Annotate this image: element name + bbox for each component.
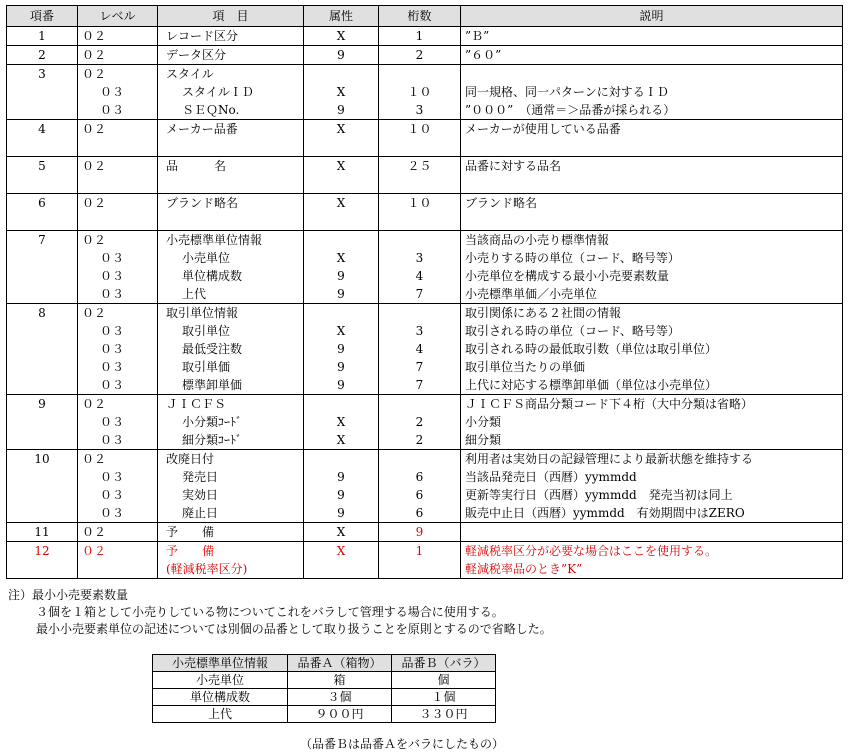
spec-cell-digits	[379, 65, 461, 120]
spec-cell-digits	[379, 542, 461, 579]
spec-level-text: ０２	[82, 122, 107, 136]
spec-desc-text: 販売中止日（西暦）yymmdd 有効期間中はZERO	[465, 506, 745, 520]
spec-header-row	[7, 6, 843, 27]
spec-row	[7, 542, 843, 579]
spec-desc-text: ”０００” （通常＝＞品番が採られる）	[465, 103, 676, 117]
spec-desc-text: 小売りする時の単位（コード、略号等）	[465, 251, 680, 265]
spec-level-text: ０２	[82, 233, 107, 247]
spec-cell-attr	[304, 120, 379, 157]
spec-level-text: ０３	[100, 415, 125, 429]
note-title: 注）最小小売要素数量	[8, 588, 129, 602]
note-block	[8, 587, 552, 638]
spec-level-text: ０３	[100, 251, 125, 265]
header-desc: 説明	[461, 6, 843, 27]
spec-attr-text: 9	[337, 360, 345, 374]
spec-desc-text: 当該品発売日（西暦）yymmdd	[465, 470, 637, 484]
spec-row	[7, 395, 843, 450]
spec-row	[7, 46, 843, 65]
spec-desc-text: 利用者は実効日の記録管理により最新状態を維持する	[465, 452, 754, 466]
spec-cell-attr	[304, 231, 379, 304]
unit-row	[153, 672, 496, 689]
spec-cell-level	[78, 395, 158, 450]
spec-cell-item	[158, 395, 304, 450]
spec-digits-text: 3	[415, 103, 424, 117]
unit-header-row	[153, 655, 496, 672]
spec-cell-item	[158, 46, 304, 65]
row-number: 5	[38, 159, 46, 173]
spec-attr-text: 9	[337, 48, 345, 62]
spec-level-text: ０３	[100, 85, 125, 99]
spec-level-text: ０３	[100, 103, 125, 117]
spec-item-text: 取引単位	[182, 324, 231, 338]
spec-item-text: データ区分	[166, 48, 227, 62]
spec-row	[7, 27, 843, 46]
spec-digits-text: 3	[415, 251, 424, 265]
spec-cell-attr	[304, 194, 379, 231]
spec-row	[7, 120, 843, 157]
header-digits: 桁数	[379, 6, 461, 27]
spec-cell-attr	[304, 46, 379, 65]
spec-level-text: ０３	[100, 433, 125, 447]
spec-attr-text: 9	[337, 378, 345, 392]
spec-cell-level	[78, 304, 158, 395]
unit-cell: ９００円	[288, 706, 392, 723]
spec-attr-text: X	[336, 196, 346, 210]
spec-desc-text: ブランド略名	[465, 196, 538, 210]
spec-digits-text: 7	[415, 378, 424, 392]
spec-attr-text: X	[336, 122, 346, 136]
row-number: 10	[34, 452, 50, 466]
spec-item-text: ＪＩＣＦＳ	[166, 397, 227, 411]
spec-desc-text: 小売単位を構成する最小小売要素数量	[465, 269, 670, 283]
spec-attr-text	[308, 231, 374, 249]
spec-cell-level	[78, 157, 158, 194]
spec-cell-no	[7, 120, 78, 157]
spec-cell-digits	[379, 46, 461, 65]
spec-cell-item	[158, 450, 304, 523]
spec-cell-desc	[461, 542, 843, 579]
spec-cell-attr	[304, 542, 379, 579]
spec-digits-text	[383, 304, 456, 322]
spec-row	[7, 157, 843, 194]
spec-cell-item	[158, 231, 304, 304]
spec-item-text: 小売標準単位情報	[166, 233, 263, 247]
spec-cell-item	[158, 65, 304, 120]
spec-digits-text: １０	[407, 85, 432, 99]
spec-cell-desc	[461, 194, 843, 231]
spec-cell-level	[78, 46, 158, 65]
spec-item-text: 小分類ｺｰﾄﾞ	[182, 415, 243, 429]
spec-level-text: ０３	[100, 488, 125, 502]
unit-cell: ３３０円	[392, 706, 496, 723]
spec-cell-item	[158, 304, 304, 395]
spec-digits-text: 3	[415, 324, 424, 338]
spec-level-text: ０２	[82, 29, 107, 43]
spec-desc-text: ＪＩＣＦＳ商品分類コード下４桁（大中分類は省略）	[465, 397, 754, 411]
spec-level-text: ０２	[82, 544, 107, 558]
row-number: 11	[34, 525, 50, 539]
spec-digits-text: 7	[415, 287, 424, 301]
row-number: 3	[38, 67, 46, 81]
spec-level-text: ０２	[82, 67, 107, 81]
spec-cell-desc	[461, 231, 843, 304]
unit-cell: 小売単位	[153, 672, 288, 689]
row-number: 6	[38, 196, 46, 210]
spec-level-text	[82, 560, 153, 578]
spec-level-text: ０３	[100, 360, 125, 374]
spec-attr-text: 9	[337, 342, 345, 356]
spec-level-text: ０３	[100, 342, 125, 356]
spec-attr-text	[308, 304, 374, 322]
unit-example-table	[152, 654, 496, 723]
spec-cell-desc	[461, 450, 843, 523]
unit-header: 小売標準単位情報	[153, 655, 288, 672]
spec-desc-text: 小分類	[465, 415, 502, 429]
header-attr: 属性	[304, 6, 379, 27]
unit-row	[153, 689, 496, 706]
spec-cell-desc	[461, 157, 843, 194]
spec-cell-attr	[304, 65, 379, 120]
spec-cell-no	[7, 542, 78, 579]
spec-cell-digits	[379, 27, 461, 46]
spec-attr-text	[308, 65, 374, 83]
spec-cell-digits	[379, 157, 461, 194]
spec-attr-text: X	[336, 29, 346, 43]
spec-item-text: 発売日	[182, 470, 219, 484]
spec-desc-text: 上代に対応する標準卸単価（単位は小売単位）	[465, 378, 718, 392]
spec-cell-digits	[379, 304, 461, 395]
spec-attr-text: 9	[337, 269, 345, 283]
row-number: 8	[38, 306, 46, 320]
row-number: 4	[38, 122, 46, 136]
spec-cell-no	[7, 157, 78, 194]
spec-cell-no	[7, 65, 78, 120]
spec-desc-text: ”６０”	[465, 48, 502, 62]
spec-item-text: 取引単価	[182, 360, 231, 374]
spec-level-text: ０３	[100, 506, 125, 520]
spec-level-text: ０２	[82, 196, 107, 210]
spec-digits-text	[383, 450, 456, 468]
spec-digits-text	[383, 65, 456, 83]
spec-digits-text: 6	[415, 506, 424, 520]
spec-attr-text: X	[336, 544, 346, 558]
spec-item-text: 上代	[182, 287, 207, 301]
unit-cell: １個	[392, 689, 496, 706]
unit-header: 品番Ｂ（バラ）	[392, 655, 496, 672]
spec-level-text: ０３	[100, 324, 125, 338]
spec-attr-text: 9	[337, 287, 345, 301]
spec-row	[7, 194, 843, 231]
spec-attr-text: 9	[337, 506, 345, 520]
spec-item-text: 小売単位	[182, 251, 231, 265]
spec-row	[7, 65, 843, 120]
spec-cell-no	[7, 27, 78, 46]
spec-attr-text: X	[336, 85, 346, 99]
spec-item-text: 取引単位情報	[166, 306, 239, 320]
spec-digits-text: 4	[415, 342, 424, 356]
spec-desc-text: 軽減税率区分が必要な場合はここを使用する。	[465, 544, 718, 558]
spec-attr-text: 9	[337, 103, 345, 117]
spec-level-text: ０３	[100, 287, 125, 301]
spec-row	[7, 231, 843, 304]
spec-digits-text: 6	[415, 470, 424, 484]
spec-attr-text: X	[336, 433, 346, 447]
spec-cell-no	[7, 231, 78, 304]
spec-attr-text: X	[336, 525, 346, 539]
spec-cell-item	[158, 157, 304, 194]
unit-cell: ３個	[288, 689, 392, 706]
spec-cell-attr	[304, 304, 379, 395]
spec-desc-text	[465, 523, 838, 541]
spec-cell-attr	[304, 450, 379, 523]
spec-cell-level	[78, 27, 158, 46]
spec-cell-level	[78, 542, 158, 579]
spec-cell-no	[7, 46, 78, 65]
spec-item-text: 廃止日	[182, 506, 219, 520]
spec-cell-desc	[461, 304, 843, 395]
spec-level-text: ０２	[82, 159, 107, 173]
spec-desc-text: 取引単位当たりの単価	[465, 360, 586, 374]
spec-cell-item	[158, 542, 304, 579]
spec-digits-text	[383, 560, 456, 578]
spec-cell-level	[78, 120, 158, 157]
spec-desc-text: 当該商品の小売り標準情報	[465, 233, 610, 247]
spec-cell-attr	[304, 395, 379, 450]
header-item: 項 目	[158, 6, 304, 27]
spec-item-text: 予 備	[166, 544, 215, 558]
note-line-1: ３個を１箱として小売りしている物についてこれをバラして管理する場合に使用する。	[36, 605, 504, 619]
spec-cell-digits	[379, 523, 461, 542]
spec-item-text: (軽減税率区分)	[166, 562, 248, 576]
spec-desc-text: ”Ｂ”	[465, 29, 490, 43]
unit-row	[153, 706, 496, 723]
row-number: 7	[38, 233, 46, 247]
spec-cell-attr	[304, 157, 379, 194]
unit-cell: 個	[392, 672, 496, 689]
spec-attr-text	[308, 395, 374, 413]
spec-digits-text	[383, 395, 456, 413]
spec-item-text: 実効日	[182, 488, 219, 502]
spec-desc-text: メーカーが使用している品番	[465, 122, 621, 136]
spec-cell-no	[7, 304, 78, 395]
spec-item-text: 最低受注数	[182, 342, 243, 356]
spec-digits-text: １０	[407, 122, 432, 136]
spec-cell-level	[78, 450, 158, 523]
row-number: 9	[38, 397, 46, 411]
spec-cell-attr	[304, 27, 379, 46]
spec-cell-level	[78, 65, 158, 120]
spec-desc-text: 品番に対する品名	[465, 159, 562, 173]
spec-attr-text: 9	[337, 470, 345, 484]
spec-desc-text: 取引される時の最低取引数（単位は取引単位）	[465, 342, 718, 356]
spec-desc-text: 細分類	[465, 433, 502, 447]
spec-cell-desc	[461, 523, 843, 542]
spec-attr-text: X	[336, 159, 346, 173]
spec-cell-attr	[304, 523, 379, 542]
spec-digits-text: 6	[415, 488, 424, 502]
row-number: 1	[38, 29, 46, 43]
spec-item-text: 単位構成数	[182, 269, 243, 283]
spec-level-text: ０２	[82, 452, 107, 466]
spec-desc-text: 取引関係にある２社間の情報	[465, 306, 622, 320]
spec-row	[7, 523, 843, 542]
spec-cell-item	[158, 27, 304, 46]
unit-cell: 上代	[153, 706, 288, 723]
record-spec-table	[6, 5, 843, 579]
row-number: 12	[34, 544, 50, 558]
spec-digits-text: 1	[415, 29, 424, 43]
spec-desc-text: 同一規格、同一パターンに対するＩＤ	[465, 85, 669, 99]
spec-cell-digits	[379, 395, 461, 450]
spec-digits-text: １０	[407, 196, 432, 210]
spec-digits-text	[383, 231, 456, 249]
spec-level-text: ０２	[82, 525, 107, 539]
spec-cell-no	[7, 523, 78, 542]
spec-level-text: ０２	[82, 48, 107, 62]
spec-digits-text: 4	[415, 269, 424, 283]
spec-attr-text	[308, 450, 374, 468]
spec-digits-text: 2	[415, 415, 424, 429]
spec-item-text: 予 備	[166, 525, 215, 539]
spec-desc-text: 小売標準単価／小売単位	[465, 287, 598, 301]
spec-level-text: ０３	[100, 470, 125, 484]
spec-item-text: スタイル	[166, 67, 214, 81]
spec-cell-digits	[379, 450, 461, 523]
spec-cell-desc	[461, 46, 843, 65]
spec-attr-text	[308, 560, 374, 578]
spec-cell-digits	[379, 194, 461, 231]
row-number: 2	[38, 48, 46, 62]
spec-cell-item	[158, 120, 304, 157]
spec-cell-digits	[379, 120, 461, 157]
spec-item-text: ＳＥＱNo.	[182, 103, 240, 117]
spec-level-text: ０２	[82, 306, 107, 320]
spec-item-text: 改廃日付	[166, 452, 215, 466]
spec-level-text: ０２	[82, 397, 107, 411]
spec-cell-level	[78, 194, 158, 231]
spec-digits-text: ２５	[407, 159, 432, 173]
spec-attr-text: X	[336, 415, 346, 429]
spec-desc-text: 更新等実行日（西暦）yymmdd 発売当初は同上	[465, 488, 733, 502]
spec-item-text: 細分類ｺｰﾄﾞ	[182, 433, 243, 447]
spec-cell-item	[158, 194, 304, 231]
unit-cell: 箱	[288, 672, 392, 689]
spec-cell-desc	[461, 27, 843, 46]
spec-item-text: ブランド略名	[166, 196, 239, 210]
spec-attr-text: 9	[337, 488, 345, 502]
spec-cell-level	[78, 523, 158, 542]
spec-cell-desc	[461, 65, 843, 120]
spec-digits-text: 2	[415, 433, 424, 447]
spec-row	[7, 450, 843, 523]
spec-item-text: レコード区分	[166, 29, 239, 43]
unit-cell: 単位構成数	[153, 689, 288, 706]
spec-cell-level	[78, 231, 158, 304]
spec-row	[7, 304, 843, 395]
spec-digits-text: 2	[415, 48, 424, 62]
spec-level-text: ０３	[100, 269, 125, 283]
spec-digits-text: 9	[415, 525, 424, 539]
spec-digits-text: 7	[415, 360, 424, 374]
spec-cell-item	[158, 523, 304, 542]
spec-cell-desc	[461, 120, 843, 157]
spec-desc-text: 取引される時の単位（コード、略号等）	[465, 324, 680, 338]
spec-cell-no	[7, 395, 78, 450]
spec-attr-text: X	[336, 324, 346, 338]
spec-digits-text: 1	[415, 544, 424, 558]
spec-cell-digits	[379, 231, 461, 304]
header-level: レベル	[78, 6, 158, 27]
spec-item-text: 品 名	[166, 159, 227, 173]
spec-item-text: スタイルＩＤ	[182, 85, 254, 99]
spec-cell-no	[7, 194, 78, 231]
spec-attr-text: X	[336, 251, 346, 265]
note-line-2: 最小小売要素単位の記述については別個の品番として取り扱うことを原則とするので省略した。	[36, 622, 552, 636]
spec-cell-desc	[461, 395, 843, 450]
spec-desc-text: 軽減税率品のとき”K”	[465, 562, 583, 576]
unit-caption: （品番Ｂは品番Ａをバラにしたもの）	[300, 737, 505, 751]
unit-header: 品番Ａ（箱物）	[288, 655, 392, 672]
spec-desc-text	[465, 65, 838, 83]
header-no: 項番	[7, 6, 78, 27]
spec-cell-no	[7, 450, 78, 523]
spec-item-text: メーカー品番	[166, 122, 238, 136]
spec-level-text: ０３	[100, 378, 125, 392]
spec-item-text: 標準卸単価	[182, 378, 243, 392]
